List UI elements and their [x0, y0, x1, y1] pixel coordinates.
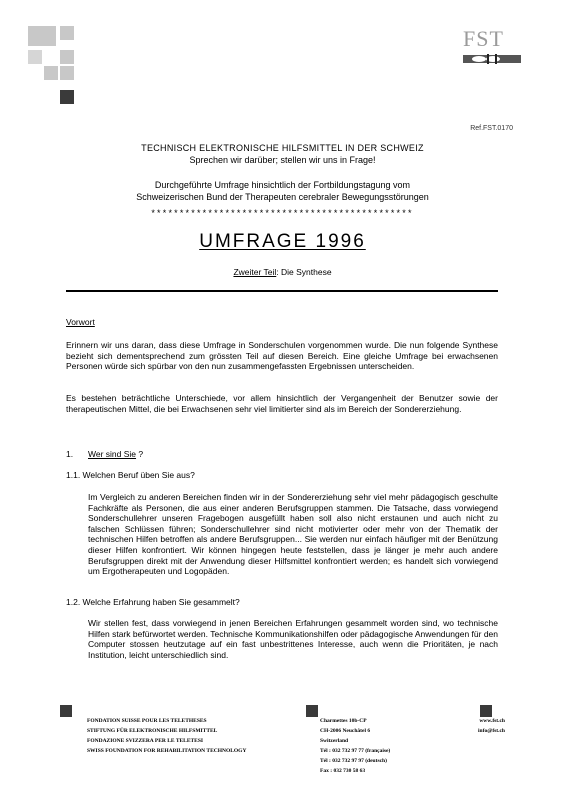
footer-line: FONDATION SUISSE POUR LES TELETHESES	[87, 718, 207, 724]
footer-line: Switzerland	[320, 738, 349, 744]
header-line-2: Sprechen wir darüber; stellen wir uns in Frage!	[189, 155, 376, 165]
logo-square	[44, 66, 58, 80]
vorwort-paragraph-2: Es bestehen beträchtliche Unterschiede, vor allem hinsichtlich der Vergangenheit der Benutzer sowie der therapeutischen Mittel, die bei Erwachsenen sehr viel limitierter sind als im Bereich der Sondererziehung.	[66, 393, 498, 414]
page-title-text: UMFRAGE 1996	[199, 231, 366, 252]
footer-line: STIFTUNG FÜR ELEKTRONISCHE HILFSMITTEL	[87, 728, 218, 734]
fst-logo	[463, 26, 521, 68]
subtitle-part: Zweiter Teil	[233, 267, 277, 277]
fst-logo-text: FST	[463, 26, 504, 51]
footer-square	[60, 705, 72, 717]
footer-line: FONDAZIONE SVIZZERA PER LE TELETESI	[87, 738, 204, 744]
logo-square	[28, 26, 56, 46]
footer-line: Charmettes 10b-CP	[320, 718, 367, 724]
logo-square	[60, 26, 74, 40]
footer-email-link[interactable]: info@fst.ch	[478, 728, 505, 734]
reference-number: Ref.FST.0170	[470, 125, 513, 132]
page-subtitle	[0, 267, 565, 277]
section-1-number: 1.	[66, 449, 74, 459]
footer-line: Tél : 032 732 97 97 (deutsch)	[320, 758, 387, 764]
footer-foundation-names	[87, 716, 246, 756]
fst-logo-mark	[463, 52, 521, 66]
header-line-4: Schweizerischen Bund der Therapeuten cerebraler Bewegungsstörungen	[136, 192, 429, 202]
section-1-1-paragraph: Im Vergleich zu anderen Bereichen finden wir in der Sondererziehung sehr viel mehr pädagogisch geschulte Fachkräfte als Personen, die aus einer anderen Berufsgruppen stammen. Die Tatsache, dass vorwiegend Sonderschullehrer unseren Fragebogen ausgefüllt haben soll also nicht erstaunen und auch nicht zu falschen Schlüssen führen; Sonderschullehrer sind nicht motivierter oder mehr von der Thematik der technischen Hilfen betroffen als andere Berufsgruppen... Sie werden nur einfach häufiger mit der Benützung dieser Hilfen konfrontiert. Wir können hingegen heute feststellen, dass je länger je mehr auch andere Berufsgruppen direkt mit der Anwendung dieser Hilfsmittel konfrontiert werden; es handelt sich vorwiegend um Ergotherapeuten und Logopäden.	[88, 492, 498, 577]
footer-line: SWISS FOUNDATION FOR REHABILITATION TECHNOLOGY	[87, 748, 247, 754]
section-1-question: ?	[136, 449, 144, 459]
logo-square	[60, 66, 74, 80]
footer-address	[320, 716, 390, 776]
footer-square	[306, 705, 318, 717]
section-1-title: Wer sind Sie	[88, 449, 137, 459]
section-1-heading	[88, 449, 143, 460]
vorwort-heading: Vorwort	[66, 317, 95, 327]
header-line-1: TECHNISCH ELEKTRONISCHE HILFSMITTEL IN DER SCHWEIZ	[141, 143, 424, 153]
footer-website-link[interactable]: www.fst.ch	[479, 718, 505, 724]
section-1-1-heading: 1.1. Welchen Beruf üben Sie aus?	[66, 470, 195, 480]
footer-web	[478, 716, 505, 736]
vorwort-paragraph-1: Erinnern wir uns daran, dass diese Umfrage in Sonderschulen vorgenommen wurde. Die nun folgende Synthese bezieht sich dementsprechend zum grössten Teil auf diesen Bereich. Eine gleiche Umfrage bei erwachsenen Personen würde sich spürbar von den nun zusammengefassten Ergebnissen unterscheiden.	[66, 340, 498, 372]
header-line-3: Durchgeführte Umfrage hinsichtlich der Fortbildungstagung vom	[154, 180, 411, 190]
logo-square	[28, 50, 42, 64]
footer-line: Fax : 032 730 58 63	[320, 768, 366, 774]
page-title	[0, 231, 565, 253]
star-separator: **********************************************	[151, 208, 414, 218]
footer-line: CH-2006 Neuchâtel 6	[320, 728, 371, 734]
footer-line: Tél : 032 732 97 77 (française)	[320, 748, 391, 754]
section-1-2-heading: 1.2. Welche Erfahrung haben Sie gesammelt?	[66, 597, 240, 607]
subtitle-rest: : Die Synthese	[276, 267, 332, 277]
horizontal-rule	[66, 290, 498, 292]
logo-square	[60, 90, 74, 104]
section-1-2-paragraph: Wir stellen fest, dass vorwiegend in jenen Bereichen Erfahrungen gesammelt worden sind, wo technische Hilfen stark befürwortet werden. Technische Kommunikationshilfen oder pädagogische Anwendungen für den Computer stossen heutzutage auf ein fast unbestrittenes Interesse, auch wenn die Prioritäten, je nach Institution, leicht unterschiedlich sind.	[88, 618, 498, 660]
logo-square	[60, 50, 74, 64]
